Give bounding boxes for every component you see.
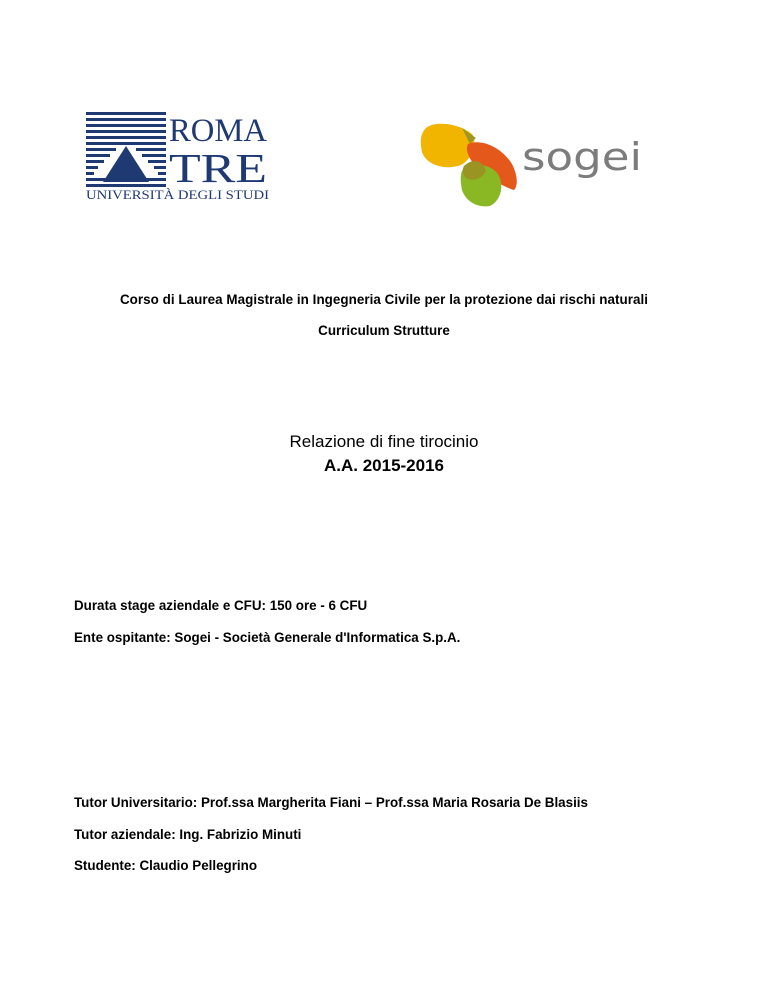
stage-duration: Durata stage aziendale e CFU: 150 ore - 6 CFU	[74, 598, 368, 613]
roma-tre-triangle-icon	[103, 146, 149, 182]
roma-tre-line2: TRE	[169, 145, 267, 191]
host-organization: Ente ospitante: Sogei - Società Generale d'Informatica S.p.A.	[74, 630, 461, 645]
student: Studente: Claudio Pellegrino	[74, 858, 258, 873]
roma-tre-subtitle: UNIVERSITÀ DEGLI STUDI	[86, 188, 269, 202]
company-tutor: Tutor aziendale: Ing. Fabrizio Minuti	[74, 827, 302, 842]
sogei-logo	[420, 120, 652, 208]
sogei-leaves-icon	[421, 124, 517, 207]
sogei-wordmark: sogei	[522, 135, 642, 179]
report-title: Relazione di fine tirocinio	[289, 432, 479, 451]
curriculum: Curriculum Strutture	[318, 323, 450, 338]
academic-year: A.A. 2015-2016	[323, 456, 445, 475]
roma-tre-line1: ROMA	[169, 113, 268, 149]
course-title: Corso di Laurea Magistrale in Ingegneria Civile per la protezione dai rischi naturali	[119, 292, 649, 307]
roma-tre-logo	[86, 112, 271, 202]
university-tutor: Tutor Universitario: Prof.ssa Margherita Fiani – Prof.ssa Maria Rosaria De Blasiis	[74, 795, 588, 810]
